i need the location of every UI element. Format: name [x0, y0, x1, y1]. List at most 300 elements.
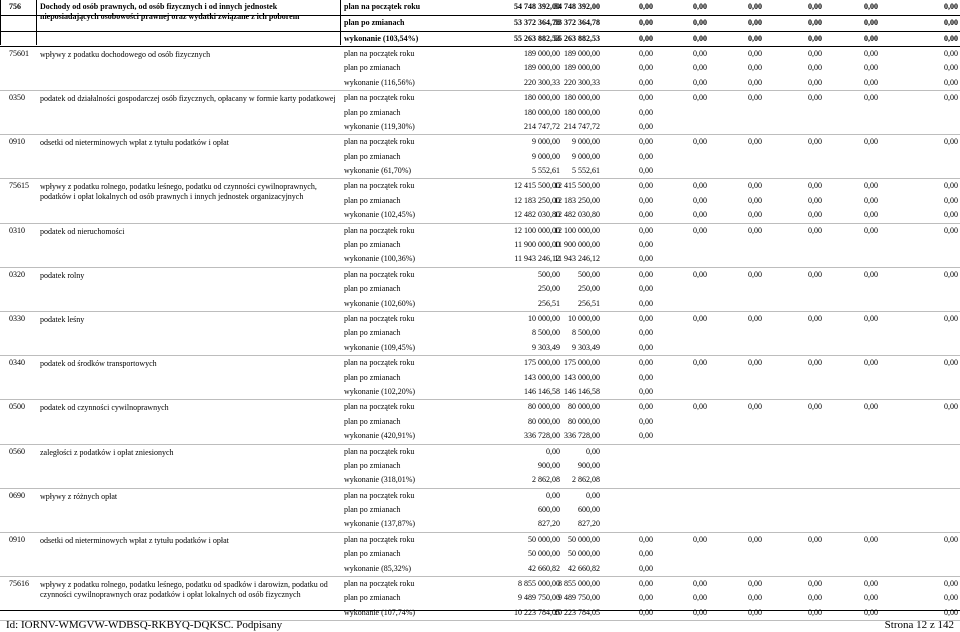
value-col3: 0,00	[639, 431, 653, 441]
value-col3: 0,00	[639, 107, 653, 117]
value-current: 12 482 030,80	[554, 210, 600, 220]
value-total: 0,00	[546, 490, 560, 500]
row-label: wykonanie (100,36%)	[344, 254, 416, 264]
value-current: 8 855 000,00	[558, 579, 600, 589]
item-code: 75616	[9, 579, 29, 589]
value-col6: 0,00	[808, 593, 822, 603]
row-label: plan na początek roku	[344, 490, 415, 500]
item-code: 0340	[9, 358, 25, 368]
row-label: plan po zmianach	[344, 372, 401, 382]
value-col3: 0,00	[639, 269, 653, 279]
value-col7: 0,00	[864, 579, 878, 589]
item-name: wpływy z różnych opłat	[40, 491, 118, 501]
value-col4: 0,00	[693, 63, 707, 73]
value-col5: 0,00	[748, 402, 762, 412]
value-col8: 0,00	[944, 593, 958, 603]
value-col7: 0,00	[864, 210, 878, 220]
data-row	[0, 415, 960, 429]
value-col5: 0,00	[748, 195, 762, 205]
value-current: 50 000,00	[568, 534, 600, 544]
value-col3: 0,00	[639, 342, 653, 352]
value-col5: 0,00	[748, 593, 762, 603]
value-col7: 0,00	[864, 314, 878, 323]
value-total: 55 263 882,53	[514, 33, 560, 43]
item-code: 75601	[9, 48, 29, 58]
data-row	[0, 517, 960, 531]
value-col7: 0,00	[864, 48, 878, 58]
value-current: 827,20	[578, 519, 600, 529]
data-row	[0, 224, 960, 238]
value-col4: 0,00	[693, 210, 707, 220]
value-total: 8 855 000,00	[518, 579, 560, 589]
value-col7: 0,00	[864, 18, 878, 28]
value-total: 50 000,00	[528, 549, 560, 559]
value-current: 180 000,00	[564, 107, 600, 117]
budget-item	[0, 489, 960, 533]
value-current: 189 000,00	[564, 48, 600, 58]
item-name: podatek od nieruchomości	[40, 226, 125, 236]
data-row	[0, 459, 960, 473]
value-col4: 0,00	[693, 77, 707, 87]
budget-item	[0, 312, 960, 356]
value-col6: 0,00	[808, 225, 822, 235]
row-label: plan po zmianach	[344, 240, 401, 250]
item-name: podatek od środków transportowych	[40, 359, 157, 369]
data-row	[0, 268, 960, 282]
value-total: 80 000,00	[528, 402, 560, 412]
data-row	[0, 47, 960, 61]
value-col6: 0,00	[808, 63, 822, 73]
value-total: 12 482 030,80	[514, 210, 560, 220]
value-col7: 0,00	[864, 33, 878, 43]
value-col5: 0,00	[748, 358, 762, 368]
value-col6: 0,00	[808, 137, 822, 147]
value-current: 11 900 000,00	[554, 240, 600, 250]
value-col6: 0,00	[808, 210, 822, 220]
value-col6: 0,00	[808, 93, 822, 103]
section-header-756	[0, 0, 960, 47]
value-total: 827,20	[538, 519, 560, 529]
value-col3: 0,00	[639, 358, 653, 368]
value-col6: 0,00	[808, 269, 822, 279]
item-code: 0330	[9, 314, 25, 323]
value-col3: 0,00	[639, 534, 653, 544]
value-total: 12 100 000,00	[514, 225, 560, 235]
row-label: plan po zmianach	[344, 63, 401, 73]
value-col8: 0,00	[944, 314, 958, 323]
row-label: plan na początek roku	[344, 446, 415, 456]
value-total: 9 489 750,00	[518, 593, 560, 603]
item-name: podatek od działalności gospodarczej osób fizycznych, opłacany w formie karty podatkowej	[40, 94, 336, 104]
value-total: 12 415 500,00	[514, 181, 560, 191]
value-col4: 0,00	[693, 579, 707, 589]
value-current: 12 100 000,00	[554, 225, 600, 235]
value-col8: 0,00	[944, 402, 958, 412]
row-label: plan po zmianach	[344, 505, 401, 515]
data-row	[0, 282, 960, 296]
data-row	[0, 591, 960, 605]
value-total: 256,51	[538, 298, 560, 308]
budget-item	[0, 268, 960, 312]
value-total: 0,00	[546, 446, 560, 456]
value-col4: 0,00	[693, 48, 707, 58]
data-row	[0, 533, 960, 547]
value-col7: 0,00	[864, 195, 878, 205]
value-current: 256,51	[578, 298, 600, 308]
value-col5: 0,00	[748, 18, 762, 28]
value-col3: 0,00	[639, 195, 653, 205]
value-current: 9 303,49	[572, 342, 600, 352]
item-name: odsetki od nieterminowych wpłat z tytułu podatków i opłat	[40, 535, 229, 545]
value-col7: 0,00	[864, 593, 878, 603]
value-current: 189 000,00	[564, 63, 600, 73]
row-label: wykonanie (102,60%)	[344, 298, 416, 308]
data-row	[0, 489, 960, 503]
value-current: 9 000,00	[572, 151, 600, 161]
item-name: podatek leśny	[40, 315, 85, 324]
value-col3: 0,00	[639, 402, 653, 412]
value-col3: 0,00	[639, 416, 653, 426]
value-total: 9 000,00	[532, 137, 560, 147]
row-label: plan na początek roku	[344, 181, 415, 191]
data-row	[0, 356, 960, 370]
value-col6: 0,00	[808, 358, 822, 368]
budget-item	[0, 47, 960, 91]
value-col7: 0,00	[864, 63, 878, 73]
row-label: plan na początek roku	[344, 534, 415, 544]
value-total: 5 552,61	[532, 166, 560, 176]
row-label: wykonanie (318,01%)	[344, 475, 416, 485]
value-total: 9 303,49	[532, 342, 560, 352]
data-row	[0, 150, 960, 164]
value-current: 55 263 882,53	[554, 33, 600, 43]
value-col3: 0,00	[639, 549, 653, 559]
value-col5: 0,00	[748, 269, 762, 279]
data-row	[0, 0, 960, 15]
row-label: plan na początek roku	[344, 314, 415, 323]
value-current: 12 183 250,00	[554, 195, 600, 205]
data-row	[0, 15, 960, 31]
value-current: 80 000,00	[568, 402, 600, 412]
item-name: odsetki od nieterminowych wpłat z tytułu podatków i opłat	[40, 138, 229, 148]
value-col3: 0,00	[639, 18, 653, 28]
value-col3: 0,00	[639, 137, 653, 147]
row-label: wykonanie (103,54%)	[344, 33, 419, 43]
value-col8: 0,00	[944, 2, 958, 11]
item-code: 0690	[9, 490, 25, 500]
value-current: 500,00	[578, 269, 600, 279]
data-row	[0, 385, 960, 399]
budget-item	[0, 179, 960, 223]
value-col6: 0,00	[808, 33, 822, 43]
value-col6: 0,00	[808, 48, 822, 58]
value-total: 80 000,00	[528, 416, 560, 426]
row-label: wykonanie (109,45%)	[344, 342, 416, 352]
row-label: plan po zmianach	[344, 284, 401, 294]
value-current: 9 000,00	[572, 137, 600, 147]
value-col8: 0,00	[944, 269, 958, 279]
value-current: 8 500,00	[572, 328, 600, 338]
items-list	[0, 47, 960, 621]
value-col3: 0,00	[639, 607, 653, 617]
item-code: 75615	[9, 181, 29, 191]
value-current: 5 552,61	[572, 166, 600, 176]
value-col3: 0,00	[639, 2, 653, 11]
row-label: plan po zmianach	[344, 195, 401, 205]
value-col5: 0,00	[748, 93, 762, 103]
value-current: 12 415 500,00	[554, 181, 600, 191]
row-label: wykonanie (102,20%)	[344, 386, 416, 396]
item-name: podatek od czynności cywilnoprawnych	[40, 403, 169, 413]
item-code: 0310	[9, 225, 25, 235]
value-col3: 0,00	[639, 240, 653, 250]
value-col7: 0,00	[864, 2, 878, 11]
value-col8: 0,00	[944, 358, 958, 368]
value-total: 2 862,08	[532, 475, 560, 485]
value-current: 900,00	[578, 460, 600, 470]
value-col4: 0,00	[693, 225, 707, 235]
value-total: 336 728,00	[524, 431, 560, 441]
value-col3: 0,00	[639, 166, 653, 176]
value-total: 9 000,00	[532, 151, 560, 161]
budget-item	[0, 224, 960, 268]
value-col6: 0,00	[808, 18, 822, 28]
value-col8: 0,00	[944, 48, 958, 58]
value-col6: 0,00	[808, 402, 822, 412]
data-row	[0, 503, 960, 517]
data-row	[0, 61, 960, 75]
value-col5: 0,00	[748, 33, 762, 43]
value-current: 0,00	[586, 490, 600, 500]
item-code: 0910	[9, 534, 25, 544]
value-total: 175 000,00	[524, 358, 560, 368]
value-col3: 0,00	[639, 372, 653, 382]
row-label: wykonanie (102,45%)	[344, 210, 416, 220]
data-row	[0, 164, 960, 178]
value-col4: 0,00	[693, 534, 707, 544]
value-total: 143 000,00	[524, 372, 560, 382]
data-row	[0, 562, 960, 576]
value-current: 10 223 784,05	[554, 607, 600, 617]
value-col7: 0,00	[864, 607, 878, 617]
value-col6: 0,00	[808, 607, 822, 617]
value-current: 11 943 246,12	[554, 254, 600, 264]
value-total: 10 000,00	[528, 314, 560, 323]
value-col7: 0,00	[864, 181, 878, 191]
row-label: plan na początek roku	[344, 579, 415, 589]
value-current: 143 000,00	[564, 372, 600, 382]
item-code: 0500	[9, 402, 25, 412]
data-row	[0, 32, 960, 46]
value-current: 146 146,58	[564, 386, 600, 396]
value-total: 900,00	[538, 460, 560, 470]
data-row	[0, 194, 960, 208]
value-col3: 0,00	[639, 77, 653, 87]
section-code: 756	[9, 2, 21, 11]
value-col5: 0,00	[748, 579, 762, 589]
value-col3: 0,00	[639, 579, 653, 589]
page-number: Strona 12 z 142	[884, 619, 954, 631]
value-total: 10 223 784,05	[514, 607, 560, 617]
value-col7: 0,00	[864, 137, 878, 147]
value-col8: 0,00	[944, 210, 958, 220]
value-col4: 0,00	[693, 314, 707, 323]
value-col4: 0,00	[693, 93, 707, 103]
row-label: plan na początek roku	[344, 137, 415, 147]
value-total: 8 500,00	[532, 328, 560, 338]
value-col4: 0,00	[693, 402, 707, 412]
value-col7: 0,00	[864, 77, 878, 87]
data-row	[0, 179, 960, 193]
item-code: 0320	[9, 269, 25, 279]
item-code: 0910	[9, 137, 25, 147]
value-col5: 0,00	[748, 225, 762, 235]
value-total: 220 300,33	[524, 77, 560, 87]
data-row	[0, 312, 960, 326]
row-label: wykonanie (116,56%)	[344, 77, 415, 87]
data-row	[0, 473, 960, 487]
data-row	[0, 297, 960, 311]
row-label: wykonanie (107,74%)	[344, 607, 416, 617]
value-current: 10 000,00	[568, 314, 600, 323]
value-col7: 0,00	[864, 93, 878, 103]
data-row	[0, 76, 960, 90]
data-row	[0, 547, 960, 561]
value-col3: 0,00	[639, 63, 653, 73]
value-col7: 0,00	[864, 358, 878, 368]
item-name: wpływy z podatku rolnego, podatku leśnego, podatku od spadków i darowizn, podatku od czynności cywilnoprawnych oraz podatków i opłat lokalnych od osób fizycznych	[40, 580, 328, 600]
value-col5: 0,00	[748, 210, 762, 220]
value-current: 53 372 364,78	[554, 18, 600, 28]
value-col5: 0,00	[748, 181, 762, 191]
value-col3: 0,00	[639, 298, 653, 308]
budget-item	[0, 91, 960, 135]
value-current: 42 660,82	[568, 563, 600, 573]
data-row	[0, 208, 960, 222]
budget-item	[0, 356, 960, 400]
value-col7: 0,00	[864, 269, 878, 279]
data-row	[0, 429, 960, 443]
value-total: 250,00	[538, 284, 560, 294]
value-col4: 0,00	[693, 358, 707, 368]
value-col5: 0,00	[748, 77, 762, 87]
value-col4: 0,00	[693, 181, 707, 191]
value-current: 50 000,00	[568, 549, 600, 559]
value-col6: 0,00	[808, 579, 822, 589]
value-col5: 0,00	[748, 314, 762, 323]
value-col8: 0,00	[944, 534, 958, 544]
item-code: 0350	[9, 93, 25, 103]
data-row	[0, 400, 960, 414]
value-col3: 0,00	[639, 386, 653, 396]
row-label: plan na początek roku	[344, 358, 415, 368]
item-name: zaległości z podatków i opłat zniesionych	[40, 447, 174, 457]
row-label: plan na początek roku	[344, 269, 415, 279]
value-col3: 0,00	[639, 593, 653, 603]
budget-item	[0, 400, 960, 444]
row-label: plan na początek roku	[344, 402, 415, 412]
value-col5: 0,00	[748, 48, 762, 58]
row-label: plan po zmianach	[344, 107, 401, 117]
value-current: 250,00	[578, 284, 600, 294]
value-col8: 0,00	[944, 195, 958, 205]
value-col3: 0,00	[639, 254, 653, 264]
value-col6: 0,00	[808, 77, 822, 87]
row-label: plan po zmianach	[344, 151, 401, 161]
row-label: plan po zmianach	[344, 328, 401, 338]
value-total: 50 000,00	[528, 534, 560, 544]
value-total: 180 000,00	[524, 107, 560, 117]
value-col4: 0,00	[693, 607, 707, 617]
value-total: 11 943 246,12	[514, 254, 560, 264]
value-col8: 0,00	[944, 63, 958, 73]
value-total: 146 146,58	[524, 386, 560, 396]
item-name: podatek rolny	[40, 270, 85, 280]
value-col6: 0,00	[808, 181, 822, 191]
data-row	[0, 326, 960, 340]
value-col8: 0,00	[944, 18, 958, 28]
value-col8: 0,00	[944, 181, 958, 191]
value-col8: 0,00	[944, 225, 958, 235]
value-col3: 0,00	[639, 181, 653, 191]
value-col5: 0,00	[748, 63, 762, 73]
value-total: 600,00	[538, 505, 560, 515]
value-col6: 0,00	[808, 534, 822, 544]
value-total: 11 900 000,00	[514, 240, 560, 250]
row-label: plan po zmianach	[344, 593, 401, 603]
value-total: 189 000,00	[524, 48, 560, 58]
budget-item	[0, 445, 960, 489]
value-col5: 0,00	[748, 2, 762, 11]
row-label: plan na początek roku	[344, 225, 415, 235]
value-current: 220 300,33	[564, 77, 600, 87]
row-label: plan po zmianach	[344, 549, 401, 559]
data-row	[0, 135, 960, 149]
value-current: 175 000,00	[564, 358, 600, 368]
value-col8: 0,00	[944, 77, 958, 87]
value-col8: 0,00	[944, 93, 958, 103]
item-name: wpływy z podatku rolnego, podatku leśnego, podatku od czynności cywilnoprawnych, podatków i opłat lokalnych od osób prawnych i innych jednostek organizacyjnych	[40, 182, 317, 202]
value-col4: 0,00	[693, 2, 707, 11]
budget-item	[0, 135, 960, 179]
value-col8: 0,00	[944, 33, 958, 43]
value-total: 12 183 250,00	[514, 195, 560, 205]
value-col7: 0,00	[864, 225, 878, 235]
data-row	[0, 252, 960, 266]
value-col3: 0,00	[639, 210, 653, 220]
document-id: Id: IORNV-WMGVW-WDBSQ-RKBYQ-DQKSC. Podpisany	[6, 619, 283, 631]
value-col6: 0,00	[808, 195, 822, 205]
data-row	[0, 371, 960, 385]
value-col4: 0,00	[693, 33, 707, 43]
value-col3: 0,00	[639, 314, 653, 323]
value-col6: 0,00	[808, 2, 822, 11]
value-current: 80 000,00	[568, 416, 600, 426]
data-row	[0, 341, 960, 355]
row-label: wykonanie (119,30%)	[344, 121, 415, 131]
section-name: Dochody od osób prawnych, od osób fizycznych i od innych jednostek nieposiadających osobowości prawnej oraz wydatki związane z ich poborem	[40, 2, 300, 21]
value-total: 214 747,72	[524, 121, 560, 131]
value-col8: 0,00	[944, 579, 958, 589]
value-total: 53 372 364,78	[514, 18, 560, 28]
row-label: plan na początek roku	[344, 93, 415, 103]
value-col5: 0,00	[748, 607, 762, 617]
item-code: 0560	[9, 446, 25, 456]
value-col4: 0,00	[693, 593, 707, 603]
row-label: plan na początek roku	[344, 2, 421, 11]
value-col4: 0,00	[693, 18, 707, 28]
value-col3: 0,00	[639, 93, 653, 103]
